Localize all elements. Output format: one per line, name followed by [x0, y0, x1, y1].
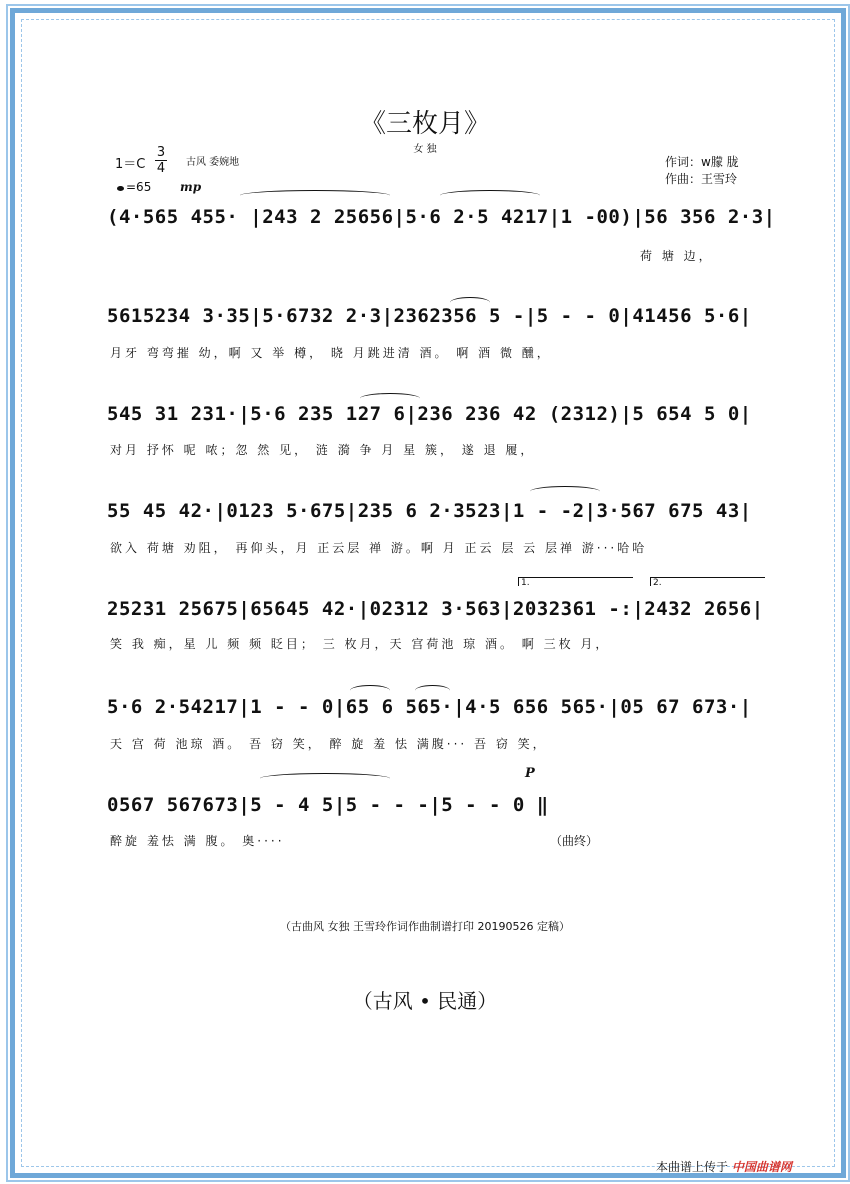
watermark — [656, 1158, 792, 1175]
composer-credit: 作曲：王雪玲 — [665, 172, 738, 186]
staff-line-3: 545 31 231·|5·6 235 127 6|236 236 42 (2312)|5 654 5 0| — [107, 403, 752, 425]
staff-line-5: 25231 25675|65645 42·|02312 3·563|2032361 -:|2432 2656| — [107, 598, 764, 620]
tempo-marking — [117, 180, 151, 194]
meter-top: 3 — [156, 145, 166, 160]
lyrics-line-3: 对月 抒怀 呢 哝；忽 然 见， 涟 漪 争 月 星 簇， 遂 退 履， — [110, 443, 536, 457]
lyrics-line-2: 月牙 弯弯摧 幼，啊 又 举 樽， 晓 月跳进清 酒。 啊 酒 微 醺， — [110, 346, 552, 360]
staff-line-4: 55 45 42·|0123 5·675|235 6 2·3523|1 - -2|3·567 675 43| — [107, 500, 752, 522]
song-title: 《三枚月》 — [359, 109, 490, 139]
lyrics-line-1: 荷 塘 边， — [640, 249, 714, 263]
staff-line-1: (4·565 455· |243 2 25656|5·6 2·5 4217|1 -00)|56 356 2·3| — [107, 206, 776, 228]
lyrics-line-5: 笑 我 痴，星 儿 频 频 眨目； 三 枚月，天 宫荷池 琼 酒。 啊 三枚 月， — [110, 637, 611, 651]
ending-mark: （曲终） — [550, 834, 599, 848]
dynamic-p: P — [525, 766, 535, 781]
slur — [350, 685, 390, 696]
key-signature: 1＝C — [115, 157, 146, 172]
staff-line-2: 5615234 3·35|5·6732 2·3|2362356 5 -|5 - - 0|41456 5·6| — [107, 305, 752, 327]
song-subtitle: 女 独 — [413, 144, 437, 155]
time-signature — [155, 145, 167, 176]
volta-1: 1. — [518, 577, 633, 586]
watermark-brand[interactable]: 中国曲谱网 — [731, 1160, 792, 1174]
watermark-text: 本曲谱上传于 — [656, 1160, 729, 1174]
staff-line-7: 0567 567673|5 - 4 5|5 - - -|5 - - 0 ‖ — [107, 794, 549, 816]
slur — [530, 486, 600, 497]
lyricist-credit: 作词：w朦 胧 — [665, 155, 739, 169]
footnote: （古曲风 女独 王雪玲作词作曲制谱打印 20190526 定稿） — [280, 920, 570, 933]
lyrics-line-6: 天 宫 荷 池琼 酒。 吾 窃 笑， 醉 旋 羞 怯 满腹··· 吾 窃 笑， — [110, 737, 548, 751]
lyrics-line-7: 醉旋 羞怯 满 腹。 奥···· — [110, 834, 285, 848]
staff-line-6: 5·6 2·54217|1 - - 0|65 6 565·|4·5 656 565·|05 67 673·| — [107, 696, 752, 718]
slur — [260, 773, 390, 784]
dynamic-mp: mp — [180, 180, 202, 194]
tempo-value: =65 — [126, 180, 152, 194]
slur — [415, 685, 450, 696]
volta-2: 2. — [650, 577, 765, 586]
lyrics-line-4: 欲入 荷塘 劝阻， 再仰头，月 正云层 禅 游。啊 月 正云 层 云 层禅 游···哈哈 — [110, 541, 648, 555]
meter-bottom: 4 — [156, 161, 166, 176]
genre-label: （古风 • 民通） — [352, 989, 498, 1013]
slur — [440, 190, 540, 201]
slur — [240, 190, 390, 201]
quarter-note-icon — [117, 186, 124, 191]
style-note: 古风 委婉地 — [186, 157, 240, 168]
